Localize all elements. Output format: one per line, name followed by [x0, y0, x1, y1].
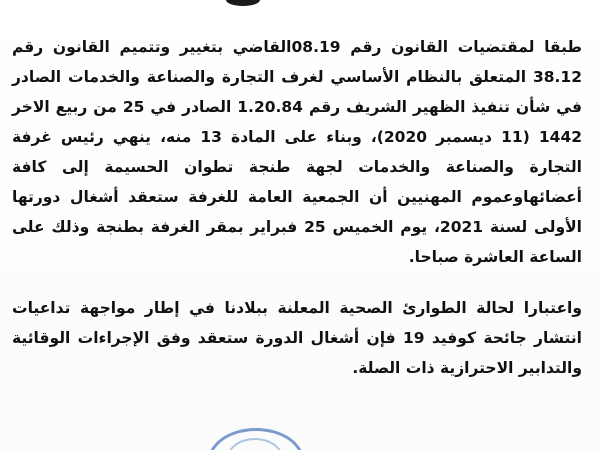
announcement-paragraph: طبقا لمقتضيات القانون رقم 08.19القاضي بتغيير وتتميم القانون رقم 38.12 المتعلق بالنظام الأساسي لغرف التجارة والصناعة والخدمات الصادر في شأن تنفيذ الظهير الشريف رقم 1.20.84 الصادر في 25 من ربيع الاخر 1442 (11 ديسمبر 2020)، وبناء على المادة 13 منه، ينهي رئيس غرفة التجارة والصناعة والخدمات لجهة طنجة تطوان الحسيمة إلى كافة أعضائهاوعموم المهنيين أن الجمعية العامة للغرفة ستعقد أشغال دورتها الأولى لسنة 2021، يوم الخميس 25 فبراير بمقر الغرفة بطنجة وذلك على الساعة العاشرة صباحا.	[12, 38, 583, 266]
covid-measures-paragraph: واعتبارا لحالة الطوارئ الصحية المعلنة ببلادنا في إطار مواجهة تداعيات انتشار جائحة كوفيد 19 فإن أشغال الدورة ستعقد وفق الإجراءات الوقائية والتدابير الاحترازية ذات الصلة.	[12, 299, 582, 377]
header-logo-fragment	[226, 0, 260, 6]
